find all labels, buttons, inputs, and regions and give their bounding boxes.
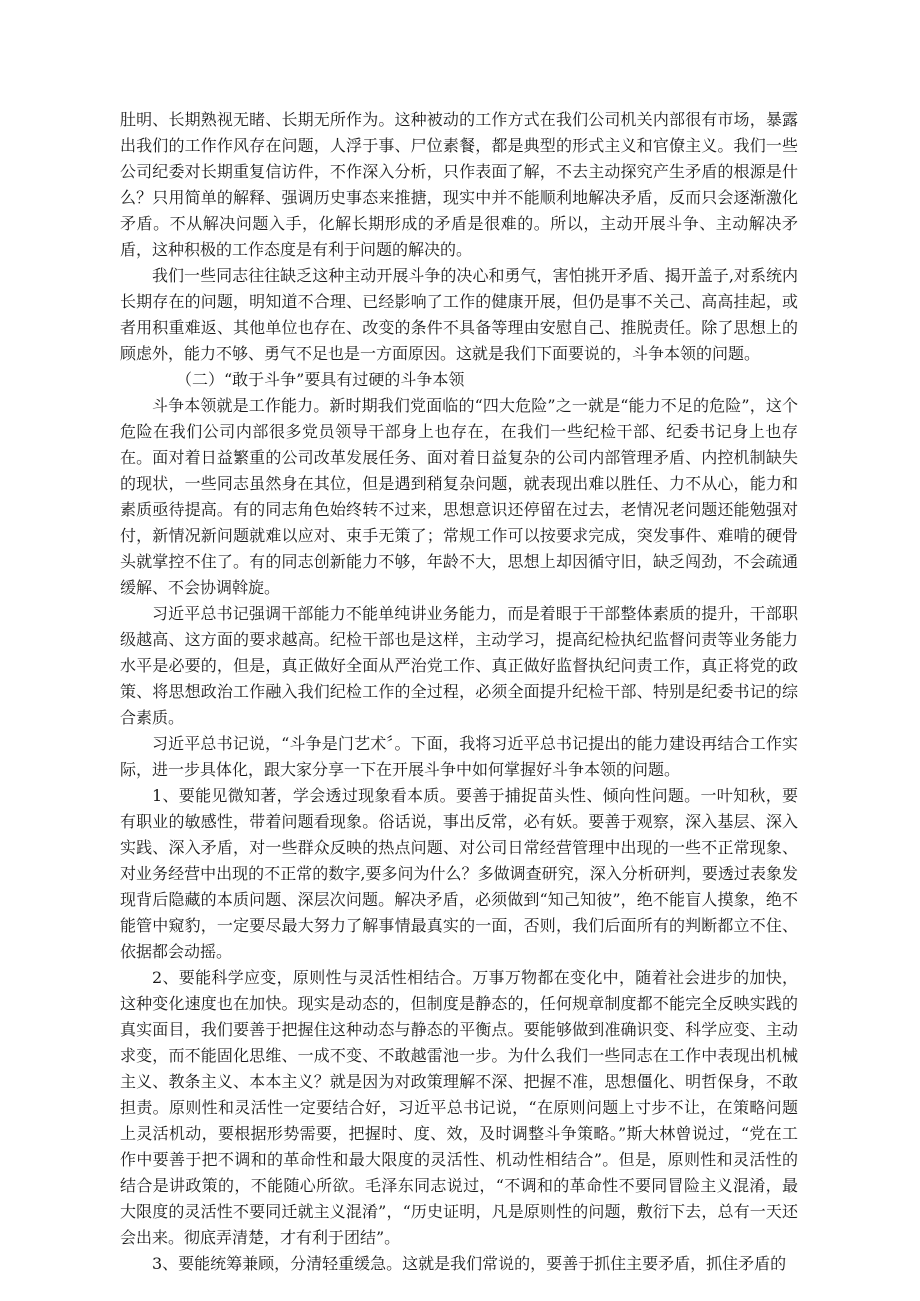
paragraph-continued: 肚明、长期熟视无睹、长期无所作为。这种被动的工作方式在我们公司机关内部很有市场，暴露出我们的工作作风存在问题，人浮于事、尸位素餐，都是典型的形式主义和官僚主义。我们一些公司纪委对长期重复信访件，不作深入分析，只作表面了解，不去主动探究产生矛盾的根源是什么？只用简单的解释、强调历史事态来推搪，现实中并不能顺利地解决矛盾，反而只会逐渐激化矛盾。不从解决问题入手，化解长期形成的矛盾是很难的。所以，主动开展斗争、主动解决矛盾，这种积极的工作态度是有利于问题的解决的。 — [120, 110, 798, 259]
paragraph-point-2: 2、要能科学应变，原则性与灵活性相结合。万事万物都在变化中，随着社会进步的加快，这种变化速度也在加快。现实是动态的，但制度是静态的，任何规章制度都不能完全反映实践的真实面目，我们要善于把握住这种动态与静态的平衡点。要能够做到准确识变、科学应变、主动求变，而不能固化思维、一成不变、不敢越雷池一步。为什么我们一些同志在工作中表现出机械主义、教条主义、本本主义？就是因为对政策理解不深、把握不准，思想僵化、明哲保身，不敢担责。原则性和灵活性一定要结合好，习近平总书记说，“在原则问题上寸步不让，在策略问题上灵活机动，要根据形势需要，把握时、度、效，及时调整斗争策略。”斯大林曾说过，“党在工作中要善于把不调和的革命性和最大限度的灵活性、机动性相结合”。但是，原则性和灵活性的结合是讲政策的，不能随心所欲。毛泽东同志说过，“不调和的革命性不要同冒险主义混淆，最大限度的灵活性不要同迁就主义混淆”，“历史证明，凡是原则性的问题，敷衍下去，总有一天还会出来。彻底弄清楚，才有利于团结”。 — [120, 968, 798, 1247]
paragraph-point-3: 3、要能统筹兼顾，分清轻重缓急。这就是我们常说的，要善于抓住主要矛盾，抓住矛盾的 — [152, 1254, 787, 1273]
paragraph-point-1: 1、要能见微知著，学会透过现象看本质。要善于捕捉苗头性、倾向性问题。一叶知秋，要有职业的敏感性，带着问题看现象。俗话说，事出反常，必有妖。要善于观察，深入基层、深入实践、深入矛盾，对一些群众反映的热点问题、对公司日常经营管理中出现的一些不正常现象、对业务经营中出现的不正常的数字,要多问为什么？多做调查研究，深入分析研判，要透过表象发现背后隐藏的本质问题、深层次问题。解决矛盾，必须做到“知己知彼”，绝不能盲人摸象，绝不能管中窥豹，一定要尽最大努力了解事情最真实的一面，否则，我们后面所有的判断都立不住、依据都会动摇。 — [120, 786, 798, 961]
section-heading: （二）“敢于斗争”要具有过硬的斗争本领 — [176, 370, 465, 389]
paragraph: 斗争本领就是工作能力。新时期我们党面临的“四大危险”之一就是“能力不足的危险”，这个危险在我们公司内部很多党员领导干部身上也存在，在我们一些纪检干部、纪委书记身上也存在。面对着日益繁重的公司改革发展任务、面对着日益复杂的公司内部管理矛盾、内控机制缺失的现状，一些同志虽然身在其位，但是遇到稍复杂问题，就表现出难以胜任、力不从心，能力和素质亟待提高。有的同志角色始终转不过来，思想意识还停留在过去，老情况老问题还能勉强对付，新情况新问题就难以应对、束手无策了；常规工作可以按要求完成，突发事件、难啃的硬骨头就掌控不住了。有的同志创新能力不够，年龄不大，思想上却因循守旧，缺乏闯劲，不会疏通缓解、不会协调斡旋。 — [120, 396, 798, 597]
paragraph: 习近平总书记说，“斗争是门艺术〞。下面，我将习近平总书记提出的能力建设再结合工作实际，进一步具体化，跟大家分享一下在开展斗争中如何掌握好斗争本领的问题。 — [120, 734, 798, 779]
document-page — [120, 107, 798, 1277]
paragraph: 习近平总书记强调干部能力不能单纯讲业务能力，而是着眼于干部整体素质的提升，干部职级越高、这方面的要求越高。纪检干部也是这样，主动学习，提高纪检执纪监督问责等业务能力水平是必要的，但是，真正做好全面从严治党工作、真正做好监督执纪问责工作，真正将党的政策、将思想政治工作融入我们纪检工作的全过程，必须全面提升纪检干部、特别是纪委书记的综合素质。 — [120, 604, 798, 727]
paragraph: 我们一些同志往往缺乏这种主动开展斗争的决心和勇气，害怕挑开矛盾、揭开盖子,对系统内长期存在的问题，明知道不合理、已经影响了工作的健康开展，但仍是事不关己、高高挂起，或者用积重难返、其他单位也存在、改变的条件不具备等理由安慰自己、推脱责任。除了思想上的顾虑外，能力不够、勇气不足也是一方面原因。这就是我们下面要说的，斗争本领的问题。 — [120, 266, 798, 363]
